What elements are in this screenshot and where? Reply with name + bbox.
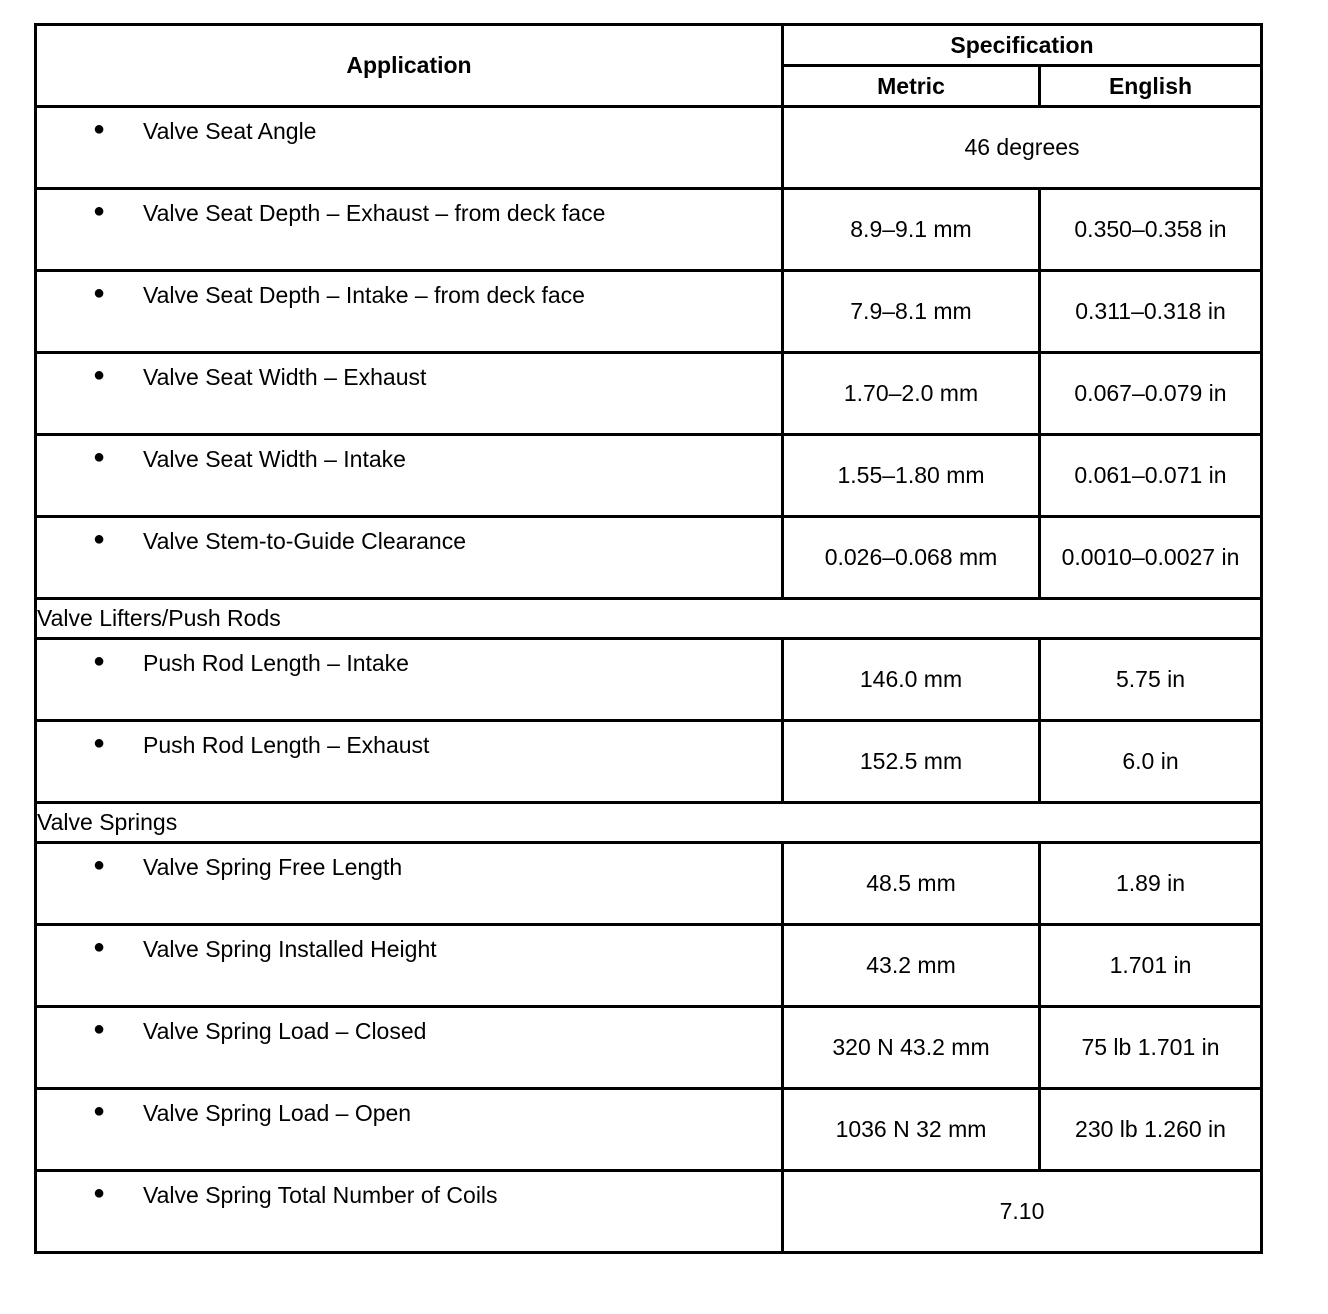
metric-value: 7.9–8.1 mm xyxy=(783,271,1040,353)
metric-value: 320 N 43.2 mm xyxy=(783,1007,1040,1089)
bullet-icon: ● xyxy=(93,446,106,468)
table-row xyxy=(36,925,1262,1007)
table-row xyxy=(36,107,1262,189)
row-label: Valve Seat Depth – Exhaust – from deck face xyxy=(143,200,606,226)
valve-spec-table xyxy=(34,23,1263,1254)
english-value: 1.89 in xyxy=(1040,843,1262,925)
row-label: Valve Spring Load – Closed xyxy=(143,1018,427,1044)
bullet-icon: ● xyxy=(93,1018,106,1040)
english-value: 6.0 in xyxy=(1040,721,1262,803)
table-row xyxy=(36,721,1262,803)
row-label: Valve Seat Width – Exhaust xyxy=(143,364,427,390)
metric-value: 8.9–9.1 mm xyxy=(783,189,1040,271)
bullet-icon: ● xyxy=(93,1182,106,1204)
metric-value: 1.70–2.0 mm xyxy=(783,353,1040,435)
row-label: Valve Spring Load – Open xyxy=(143,1100,412,1126)
metric-value: 0.026–0.068 mm xyxy=(783,517,1040,599)
table-row xyxy=(36,271,1262,353)
table-row xyxy=(36,1007,1262,1089)
table-row xyxy=(36,189,1262,271)
metric-value: 146.0 mm xyxy=(783,639,1040,721)
metric-header: Metric xyxy=(783,66,1040,107)
english-value: 75 lb 1.701 in xyxy=(1040,1007,1262,1089)
specification-header: Specification xyxy=(783,25,1262,66)
table-row xyxy=(36,353,1262,435)
metric-value: 43.2 mm xyxy=(783,925,1040,1007)
metric-value: 48.5 mm xyxy=(783,843,1040,925)
bullet-icon: ● xyxy=(93,650,106,672)
english-value: 0.0010–0.0027 in xyxy=(1040,517,1262,599)
section-title: Valve Lifters/Push Rods xyxy=(36,599,1262,639)
row-label: Push Rod Length – Exhaust xyxy=(143,732,430,758)
english-value: 5.75 in xyxy=(1040,639,1262,721)
application-cell xyxy=(36,271,783,353)
application-cell xyxy=(36,353,783,435)
row-label: Push Rod Length – Intake xyxy=(143,650,409,676)
application-header: Application xyxy=(36,25,783,107)
english-header: English xyxy=(1040,66,1262,107)
english-value: 1.701 in xyxy=(1040,925,1262,1007)
table-row xyxy=(36,639,1262,721)
english-value: 230 lb 1.260 in xyxy=(1040,1089,1262,1171)
row-label: Valve Spring Total Number of Coils xyxy=(143,1182,498,1208)
row-label: Valve Stem-to-Guide Clearance xyxy=(143,528,466,554)
row-label: Valve Seat Width – Intake xyxy=(143,446,406,472)
application-cell xyxy=(36,639,783,721)
metric-value: 1036 N 32 mm xyxy=(783,1089,1040,1171)
bullet-icon: ● xyxy=(93,1100,106,1122)
english-value: 0.067–0.079 in xyxy=(1040,353,1262,435)
application-cell xyxy=(36,435,783,517)
application-cell xyxy=(36,189,783,271)
bullet-icon: ● xyxy=(93,364,106,386)
english-value: 0.350–0.358 in xyxy=(1040,189,1262,271)
bullet-icon: ● xyxy=(93,732,106,754)
bullet-icon: ● xyxy=(93,282,106,304)
application-cell xyxy=(36,1007,783,1089)
row-label: Valve Spring Installed Height xyxy=(143,936,437,962)
bullet-icon: ● xyxy=(93,200,106,222)
metric-value: 152.5 mm xyxy=(783,721,1040,803)
application-cell xyxy=(36,1089,783,1171)
table-row xyxy=(36,1089,1262,1171)
table-row xyxy=(36,1171,1262,1253)
application-cell xyxy=(36,843,783,925)
application-cell xyxy=(36,925,783,1007)
table-row xyxy=(36,843,1262,925)
application-cell xyxy=(36,721,783,803)
section-row xyxy=(36,803,1262,843)
row-label: Valve Spring Free Length xyxy=(143,854,403,880)
english-value: 0.061–0.071 in xyxy=(1040,435,1262,517)
bullet-icon: ● xyxy=(93,118,106,140)
application-cell xyxy=(36,517,783,599)
table-row xyxy=(36,517,1262,599)
table-row xyxy=(36,435,1262,517)
bullet-icon: ● xyxy=(93,528,106,550)
section-row xyxy=(36,599,1262,639)
application-cell xyxy=(36,107,783,189)
metric-value: 1.55–1.80 mm xyxy=(783,435,1040,517)
english-value: 0.311–0.318 in xyxy=(1040,271,1262,353)
application-cell xyxy=(36,1171,783,1253)
section-title: Valve Springs xyxy=(36,803,1262,843)
row-label: Valve Seat Angle xyxy=(143,118,317,144)
combined-value: 46 degrees xyxy=(783,107,1262,189)
bullet-icon: ● xyxy=(93,854,106,876)
bullet-icon: ● xyxy=(93,936,106,958)
row-label: Valve Seat Depth – Intake – from deck face xyxy=(143,282,585,308)
combined-value: 7.10 xyxy=(783,1171,1262,1253)
